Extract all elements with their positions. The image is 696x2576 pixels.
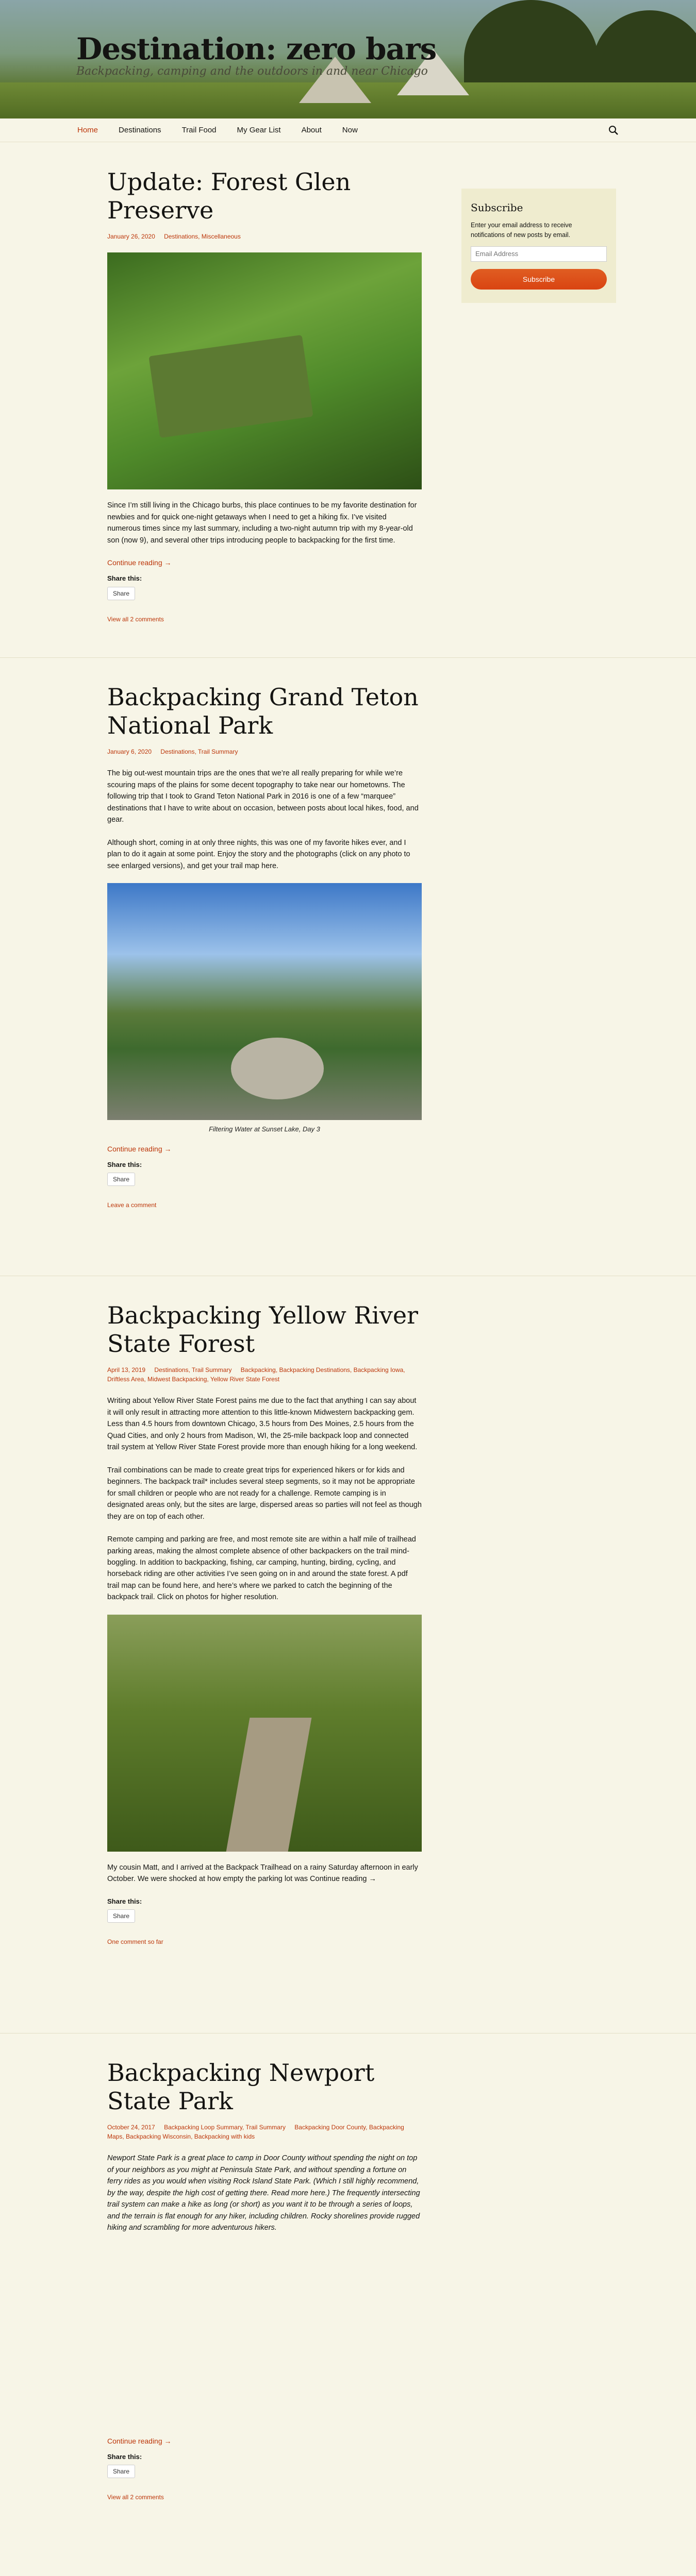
post-title[interactable]: Backpacking Yellow River State Forest: [107, 1301, 419, 1358]
main-navigation: [0, 118, 696, 142]
post-excerpt: Since I’m still living in the Chicago burbs, this place continues to be my favorite destination for newbies and for quick one-night getaways when I need to get a hiking fix. I’ve visited numerous times since my last summary, including a two-night autumn trip with my 8-year-old son (now 9), and several other trips introducing people to backpacking for the first time.: [107, 501, 417, 545]
post-image-trail[interactable]: [107, 1615, 422, 1852]
post-excerpt: Although short, coming in at only three nights, this was one of my favorite hikes ever, and I plan to do it again at some point. Enjoy the story and the photographs (click on any photo to see enlarged versions), and get your trail map here.: [107, 838, 410, 870]
post-categories[interactable]: Destinations, Trail Summary: [154, 1366, 232, 1374]
post-date[interactable]: April 13, 2019: [107, 1366, 146, 1374]
comments-link[interactable]: One comment so far: [107, 1938, 163, 1946]
nav-item-gear-list[interactable]: My Gear List: [237, 126, 281, 134]
post-title[interactable]: Backpacking Newport State Park: [107, 2059, 375, 2115]
nav-item-destinations[interactable]: Destinations: [119, 126, 161, 134]
continue-reading-link[interactable]: Continue reading →: [107, 2436, 172, 2445]
email-field[interactable]: [471, 246, 607, 262]
sharing-label: Share this:: [107, 1160, 142, 1168]
widget-title: Subscribe: [471, 201, 523, 214]
main-area: [0, 142, 696, 2576]
post-excerpt: The big out-west mountain trips are the ones that we’re all really preparing for while we’re scouring maps of the plains for some decent topography to take near our hometowns. The following trip that I took to Grand Teton National Park in 2016 is one of a few “marquee” destinations that I have to write about on occasion, between posts about local hikes, food, and gear.: [107, 769, 419, 824]
post-meta: [107, 232, 422, 241]
subscribe-button[interactable]: Subscribe: [471, 269, 607, 290]
nav-item-now[interactable]: Now: [342, 126, 358, 134]
share-button[interactable]: Share: [107, 2465, 135, 2478]
widget-text: Enter your email address to receive notifications of new posts by email.: [471, 222, 572, 239]
nav-item-home[interactable]: Home: [77, 126, 98, 134]
share-button[interactable]: Share: [107, 1173, 135, 1186]
embed-placeholder: [107, 2245, 422, 2436]
mossy-log: [148, 335, 313, 438]
site-description: Backpacking, camping and the outdoors in and near Chicago: [76, 65, 428, 78]
post-categories[interactable]: Backpacking Loop Summary, Trail Summary: [164, 2124, 286, 2131]
post-title[interactable]: Backpacking Grand Teton National Park: [107, 683, 419, 740]
subscribe-widget: [461, 189, 616, 303]
post-yellow-river: [107, 1301, 422, 1946]
post-meta: [107, 1365, 422, 1384]
trail-path: [223, 1718, 312, 1852]
post-excerpt: Newport State Park is a great place to camp in Door County without spending the night on top of your neighbors as you might at Peninsula State Park, and without spending a fortune on ferry rides as you would when visiting Rock Island State Park. (Which I still highly recommend, by the way, despite the high cost of getting there. Read more here.) The frequently intersecting trail system can make a hike as long (or short) as you want it to be through a series of loops, and the terrain is flat enough for any hiker, including children. Rocky shorelines provide rugged hiking and scrambling for more adventurous hikers.: [107, 2154, 420, 2232]
site-title[interactable]: Destination: zero bars: [76, 31, 437, 66]
post-tags[interactable]: Backpacking, Backpacking Destinations, Backpacking Iowa, Driftless Area, Midwest Backpacking, Yellow River State Forest: [107, 1366, 405, 1383]
post-excerpt: Remote camping and parking are free, and most remote site are within a half mile of trailhead parking areas, making the almost complete absence of other backpackers on the trail mind-boggling. In addition to backpacking, fishing, car camping, hunting, birding, cycling, and horseback riding are other activities I’ve seen going on in and around the state forest. A pdf trail map can be found here, and here’s where we parked to catch the beginning of the backpack trail. Click on photos for higher resolution.: [107, 1535, 416, 1602]
image-caption: Filtering Water at Sunset Lake, Day 3: [209, 1125, 320, 1133]
continue-reading-link[interactable]: Continue reading →: [107, 1144, 172, 1153]
post-newport: [107, 2059, 422, 2502]
sharing-label: Share this:: [107, 2452, 142, 2461]
continue-reading-link[interactable]: Continue reading →: [107, 558, 172, 567]
sharing-label: Share this:: [107, 1897, 142, 1905]
post-categories[interactable]: Destinations, Miscellaneous: [164, 233, 241, 241]
post-categories[interactable]: Destinations, Trail Summary: [160, 748, 238, 756]
comments-link[interactable]: View all 2 comments: [107, 2494, 164, 2501]
post-excerpt: My cousin Matt, and I arrived at the Backpack Trailhead on a rainy Saturday afternoon in early October. We were shocked at how empty the parking lot was Continue reading →: [107, 1863, 418, 1884]
sidebar: [461, 189, 616, 303]
nav-item-about[interactable]: About: [301, 126, 322, 134]
post-excerpt: Trail combinations can be made to create great trips for experienced hikers or for kids and beginners. The backpack trail* includes several steep segments, so it may not be appropriate for small children or people who are not ready for a challenge. Remote camping is in designated areas only, but the sites are large, dispersed areas so parties will not feel as though they are on top of each other.: [107, 1466, 422, 1521]
post-tags[interactable]: Backpacking Door County, Backpacking Maps, Backpacking Wisconsin, Backpacking with kids: [107, 2124, 404, 2141]
post-image-sunset-lake[interactable]: [107, 883, 422, 1120]
sharing-label: Share this:: [107, 574, 142, 583]
post-date[interactable]: January 26, 2020: [107, 233, 155, 241]
site-header: [0, 0, 696, 118]
nav-item-trail-food[interactable]: Trail Food: [181, 126, 217, 134]
post-forest-glen: [107, 168, 422, 624]
post-grand-teton: [107, 683, 422, 1210]
post-excerpt: Writing about Yellow River State Forest pains me due to the fact that anything I can say about it will only result in attracting more attention to this little-known Midwestern backpacking gem. Less than 4.5 hours from downtown Chicago, 3.5 hours from Des Moines, 2.5 hours from the Quad Cities, and only 2 hours from Madison, WI, the 25-mile backpack loop and connected trail system at Yellow River State Forest provide more than enough hiking for a long weekend.: [107, 1397, 418, 1452]
search-icon[interactable]: [608, 125, 619, 135]
boulder: [231, 1038, 324, 1099]
post-image-forest[interactable]: [107, 252, 422, 489]
share-button[interactable]: Share: [107, 1909, 135, 1923]
post-meta: [107, 2123, 422, 2141]
post-date[interactable]: January 6, 2020: [107, 748, 152, 756]
post-meta: [107, 747, 422, 756]
post-title[interactable]: Update: Forest Glen Preserve: [107, 168, 351, 225]
comments-link[interactable]: Leave a comment: [107, 1201, 157, 1209]
share-button[interactable]: Share: [107, 587, 135, 600]
post-date[interactable]: October 24, 2017: [107, 2124, 155, 2131]
post-divider: [0, 657, 696, 658]
comments-link[interactable]: View all 2 comments: [107, 615, 164, 623]
